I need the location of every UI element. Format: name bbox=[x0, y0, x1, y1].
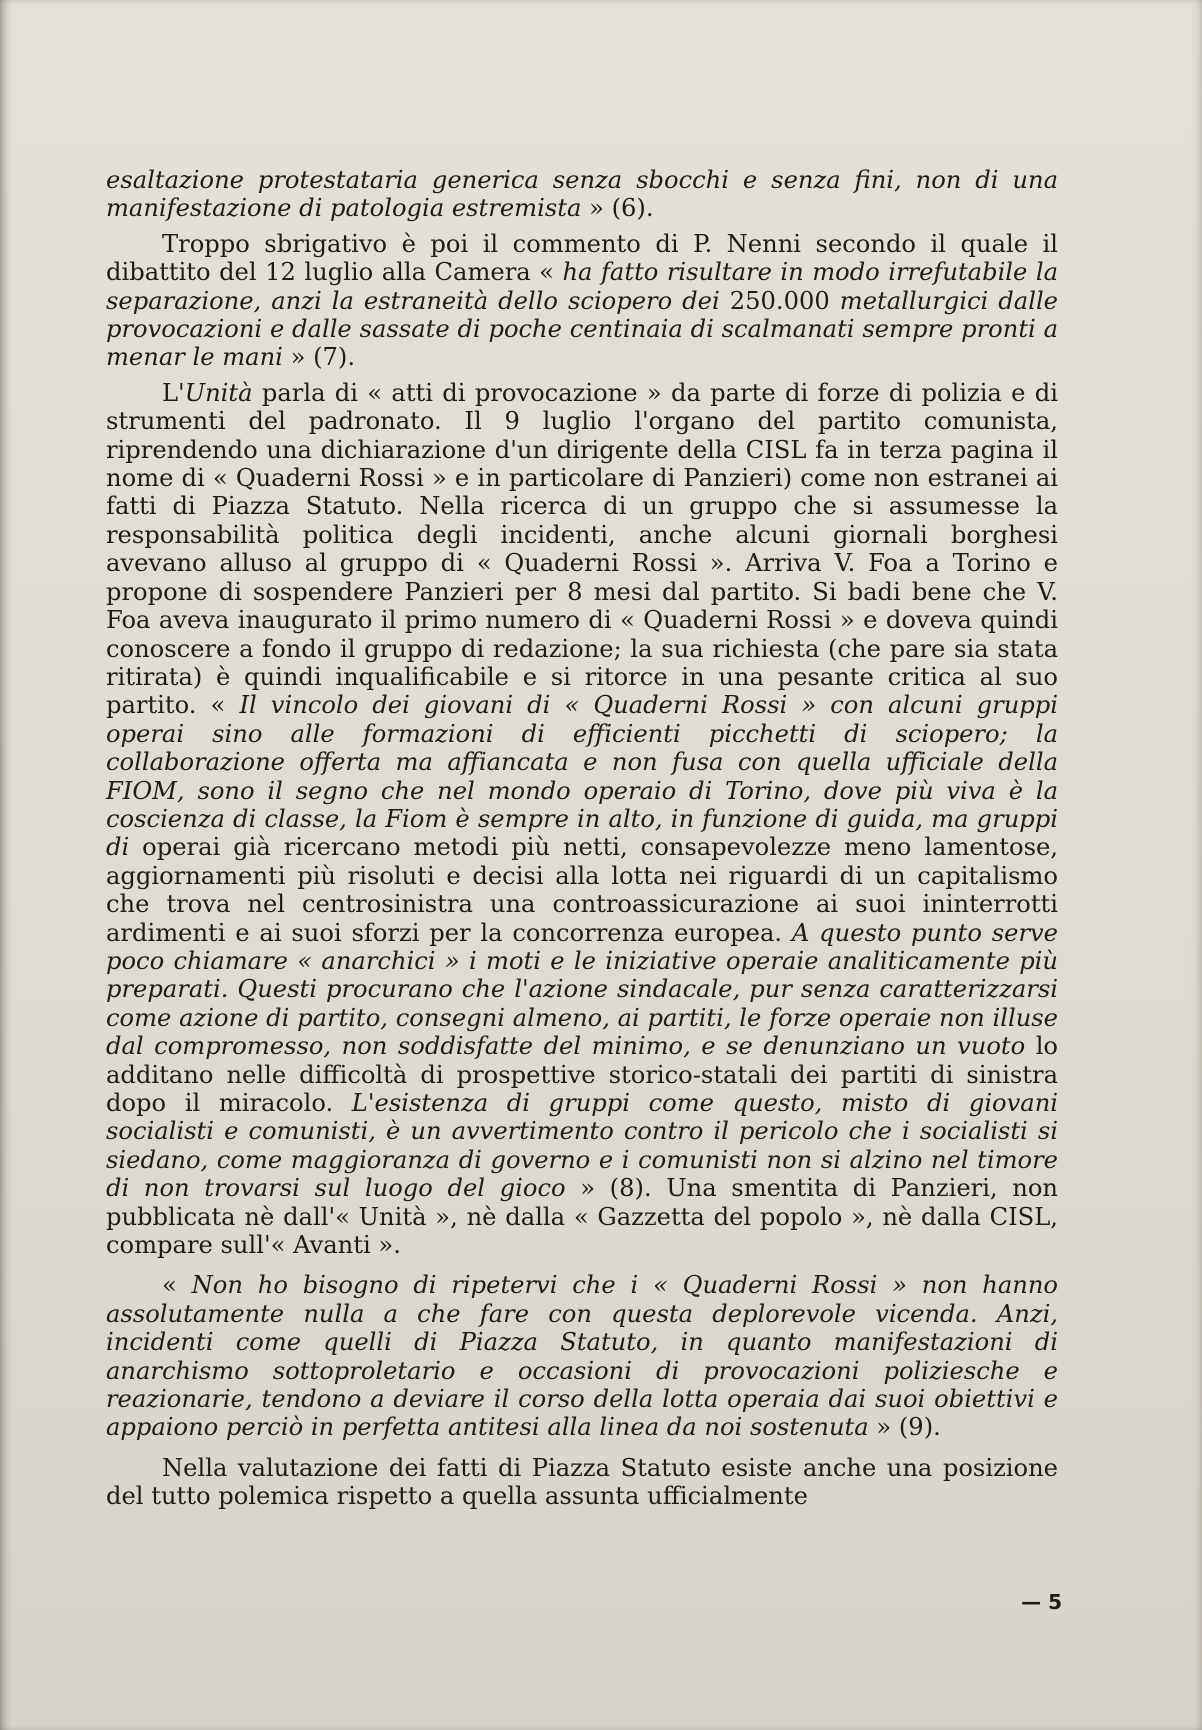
text-segment: Troppo sbrigativo è poi il commento di P. Nenni secondo il quale il dibattito del 12 luglio alla Camera « bbox=[106, 229, 1058, 287]
paragraph-5 bbox=[106, 1454, 1058, 1511]
paragraph-2 bbox=[106, 230, 1058, 372]
page-number: — 5 bbox=[1021, 1590, 1062, 1614]
paragraph-4-quote bbox=[106, 1271, 1058, 1441]
text-segment: operai già ricercano metodi più netti, consapevolezze meno lamentose, aggiornamenti più risoluti e decisi alla lotta nei riguardi di un capitalismo che trova nel centrosinistra una controassicurazione ai suoi ininterrotti ardimenti e ai suoi sforzi per la concorrenza europea. bbox=[106, 833, 1058, 947]
paragraph-3 bbox=[106, 379, 1058, 1260]
text-segment: L' bbox=[162, 378, 185, 407]
text-segment: L'esistenza di gruppi come questo, misto di giovani socialisti e comunisti, è un avvertimento contro il pericolo che i socialisti si siedano, come maggioranza di governo e i comunisti non si alzino nel timore di non trovarsi sul luogo del gioco bbox=[106, 1089, 1059, 1203]
text-segment: ha fatto risultare in modo irrefutabile la separazione, anzi la estraneità dello sciopero dei bbox=[106, 258, 1059, 315]
text-segment: Unità bbox=[184, 378, 253, 407]
text-segment: Il vincolo dei giovani di « Quaderni Rossi » con alcuni gruppi operai sino alle formazioni di efficienti picchetti di sciopero; la collaborazione offerta ma affiancata e non fusa con quella ufficiale della FIOM, sono il segno che nel mondo operaio di Torino, dove più viva è la coscienza di classe, la Fiom è sempre in alto, in funzione di guida, ma gruppi di bbox=[106, 691, 1058, 862]
text-segment: 250.000 bbox=[719, 286, 840, 315]
text-segment: Non ho bisogno di ripetervi che i « Quaderni Rossi » non hanno assolutamente nulla a che fare con questa deplorevole vicenda. Anzi, incidenti come quelli di Piazza Statuto, in quanto manifestazioni di anarchismo sottoproletario e occasioni di provocazioni poliziesche e reazionarie, tendono a deviare il corso della lotta operaia dai suoi obiettivi e appaiono perciò in perfetta antitesi alla linea da noi sostenuta bbox=[106, 1271, 1058, 1442]
text-segment: metallurgici dalle provocazioni e dalle sassate di poche centinaia di scalmanati sempre pronti a menar le mani bbox=[106, 286, 1058, 372]
text-segment: esaltazione protestataria generica senza sbocchi e senza fini, non di una manifestazione di patologia estremista bbox=[106, 166, 1058, 223]
text-segment: « bbox=[162, 1271, 192, 1300]
text-segment: A questo punto serve poco chiamare « anarchici » i moti e le iniziative operaie analiticamente più preparati. Questi procurano che l'azione sindacale, pur senza caratterizzarsi come azione di partito, consegni almeno, ai partiti, le forze operaie non illuse dal compromesso, non soddisfatte del minimo, e se denunziano un vuoto bbox=[106, 918, 1058, 1061]
body-text bbox=[106, 166, 1058, 1511]
paragraph-1 bbox=[106, 166, 1058, 223]
text-segment: » (6). bbox=[581, 194, 654, 223]
text-segment: parla di « atti di provocazione » da parte di forze di polizia e di strumenti del padronato. Il 9 luglio l'organo del partito comunista, riprendendo una dichiarazione d'un dirigente della CISL fa in terza pagina il nome di « Quaderni Rossi » e in particolare di Panzieri) come non estranei ai fatti di Piazza Statuto. Nella ricerca di un gruppo che si assumesse la responsabilità politica degli incidenti, anche alcuni giornali borghesi avevano alluso al gruppo di « Quaderni Rossi ». Arriva V. Foa a Torino e propone di sospendere Panzieri per 8 mesi dal partito. Si badi bene che V. Foa aveva inaugurato il primo numero di « Quaderni Rossi » e doveva quindi conoscere a fondo il gruppo di redazione; la sua richiesta (che pare sia stata ritirata) è quindi inqualificabile e si ritorce in una pesante critica al suo partito. « bbox=[106, 378, 1058, 720]
text-segment: Nella valutazione dei fatti di Piazza Statuto esiste anche una posizione del tutto polemica rispetto a quella assunta ufficialmente bbox=[106, 1453, 1058, 1511]
text-segment: lo additano nelle difficoltà di prospettive storico-statali dei partiti di sinistra dopo il miracolo. bbox=[106, 1032, 1058, 1117]
text-segment: » (8). Una smentita di Panzieri, non pubblicata nè dall'« Unità », nè dalla « Gazzetta del popolo », nè dalla CISL, compare sull'« Avanti ». bbox=[106, 1174, 1058, 1260]
text-segment: » (9). bbox=[868, 1413, 941, 1442]
text-segment: » (7). bbox=[282, 343, 356, 372]
